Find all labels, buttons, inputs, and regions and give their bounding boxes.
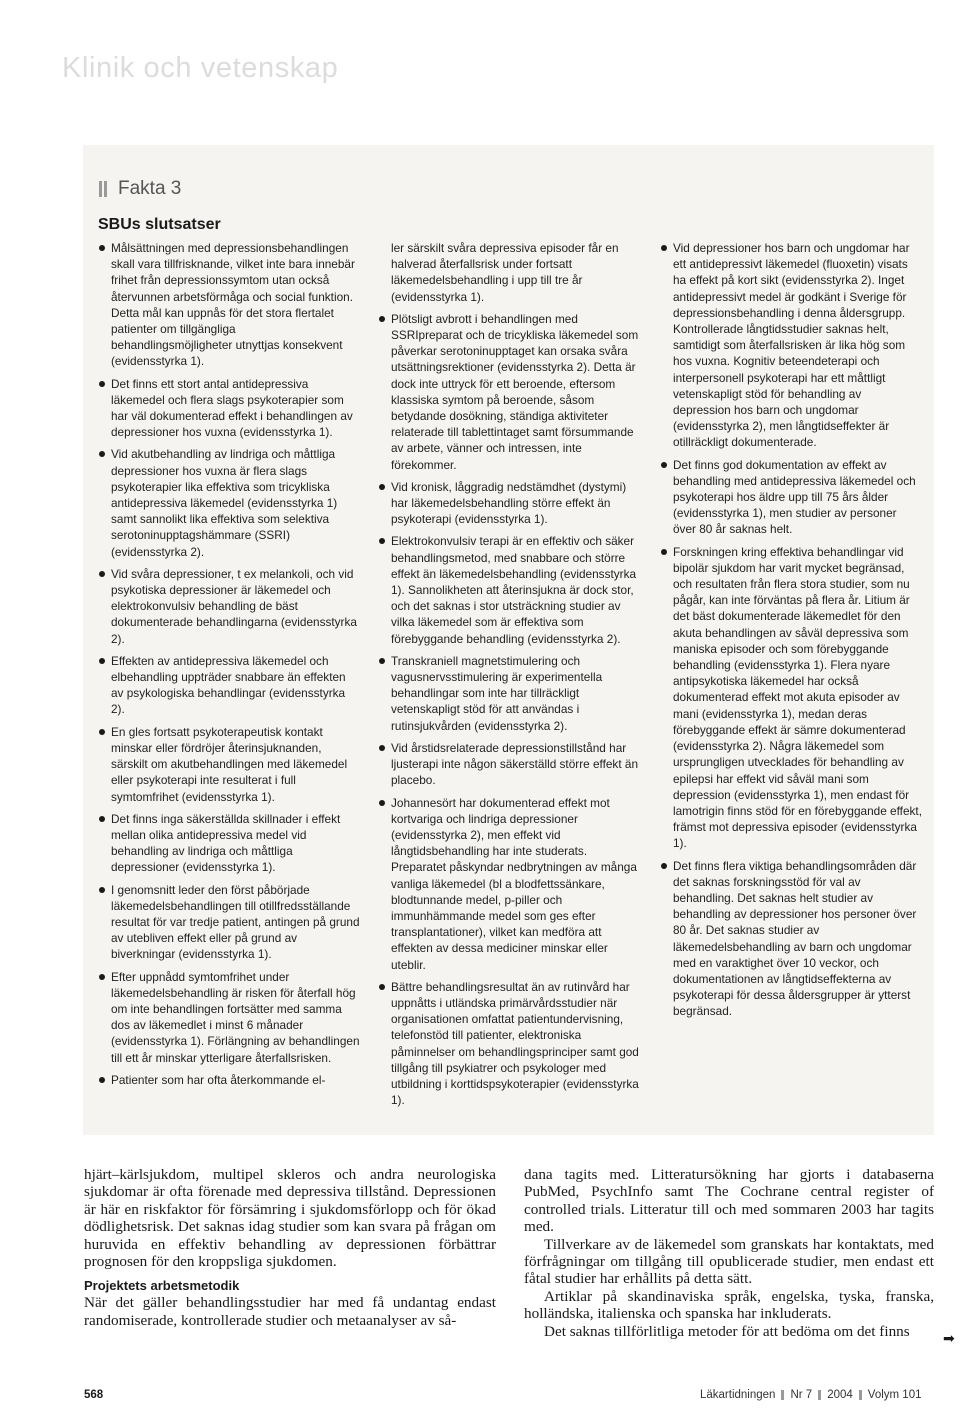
list-item: Det finns god dokumentation av effekt av behandling med antidepressiva läkemedel och psykoterapi hos äldre upp till 75 års ålder (evidensstyrka 1), men studier av personer över 80 år saknas helt. [660, 457, 922, 538]
list-item: I genomsnitt leder den först påbörjade läkemedelsbehandlingen till otillfredsställande resultat för var tredje patient, antingen på grund av utebliven effekt eller på grund av biverkningar (evidensstyrka 1). [98, 882, 360, 963]
fakta-title [98, 178, 181, 200]
separator-icon [859, 1390, 862, 1400]
list-item: Johannesört har dokumenterad effekt mot kortvariga och lindriga depressioner (evidensstyrka 2), men effekt vid långtidsbehandling har inte studerats. Preparatet påskyndar nedbrytningen av många vanliga läkemedel (bl a blodfettssänkare, blodtunnande medel, p-piller och immunhämmande medel som ges efter transplantationer), vilket kan medföra att effekten av dessa mediciner minskar eller uteblir. [378, 795, 640, 973]
fakta-heading: SBUs slutsatser [98, 216, 221, 233]
fakta-column-3 [660, 240, 922, 1026]
body-paragraph: När det gäller behandlingsstudier har med få undantag endast randomiserade, kontrollerade studier och metaanalyser av så- [84, 1294, 496, 1329]
body-column-left [84, 1166, 496, 1337]
list-item: Vid årstidsrelaterade depressionstillstånd har ljusterapi inte någon säkerställd större effekt än placebo. [378, 740, 640, 789]
fakta-column-2 [378, 240, 640, 1114]
body-paragraph: Tillverkare av de läkemedel som granskats har kontaktats, med förfrågningar om tillgång till opublicerade studier, men endast ett fåtal studier har erhållits på detta sätt. [524, 1235, 934, 1288]
journal-footer [700, 1389, 921, 1401]
list-item: Målsättningen med depressionsbehandlingen skall vara tillfrisknande, vilket inte bara innebär frihet från depressionssymtom utan också återvunnen arbetsförmåga och social funktion. Detta mål kan uppnås för det stora flertalet patienter om tillgängliga behandlingsmöjligheter utnyttjas konsekvent (evidensstyrka 1). [98, 240, 360, 370]
arrow-right-icon: ➡ [943, 1330, 955, 1346]
body-paragraph: hjärt–kärlsjukdom, multipel skleros och andra neurologiska sjukdomar är ofta förenade med depressiva tillstånd. Depressionen är här en riskfaktor för försämring i sjukdomsförlopp och för ökad dödlighetsrisk. Det saknas idag studier som kan svara på frågan om huruvida en effektiv behandling av depressionen förbättrar prognosen för den kroppsliga sjukdomen. [84, 1166, 496, 1271]
separator-icon [781, 1390, 784, 1400]
list-item-continuation: ler särskilt svåra depressiva episoder får en halverad återfallsrisk under fortsatt läkemedelsbehandling i upp till tre år (evidensstyrka 1). [391, 241, 619, 304]
list-item: Vid svåra depressioner, t ex melankoli, och vid psykotiska depressioner är läkemedel och elektrokonvulsiv behandling de bäst dokumenterade behandlingarna (evidensstyrka 2). [98, 566, 360, 647]
journal-issue: Nr 7 [790, 1389, 813, 1401]
double-bar-icon [98, 181, 109, 197]
body-paragraph: Artiklar på skandinaviska språk, engelska, tyska, franska, holländska, italienska och spanska har inkluderats. [524, 1287, 934, 1323]
list-item: Det finns ett stort antal antidepressiva läkemedel och flera slags psykoterapier som har väl dokumenterad effekt i behandlingen av depressioner hos vuxna (evidensstyrka 1). [98, 376, 360, 441]
body-paragraph: dana tagits med. Litteratursökning har gjorts i databaserna PubMed, PsychInfo samt The Cochrane central register of controlled trials. Litteratur till och med sommaren 2003 har tagits med. [524, 1166, 934, 1236]
list-item: En gles fortsatt psykoterapeutisk kontakt minskar eller fördröjer återinsjuknanden, särskilt om akutbehandlingen med läkemedel eller psykoterapi inte resulterat i full symtomfrihet (evidensstyrka 1). [98, 724, 360, 805]
list-item: Forskningen kring effektiva behandlingar vid bipolär sjukdom har varit mycket begränsad, och resultaten från flera stora studier, som nu pågår, kan inte förväntas på flera år. Litium är det bäst dokumenterade läkemedlet för den akuta behandlingen av såväl depressiva som maniska episoder och som förebyggande behandling (evidensstyrka 1). Flera nyare antipsykotiska läkemedel har också dokumenterad effekt mot akuta episoder av mani (evidensstyrka 1), medan deras förebyggande effekt är sämre dokumenterad (evidensstyrka 2). Några läkemedel som ursprungligen utvecklades för behandling av epilepsi har effekt vid såväl mani som depression (evidensstyrka 1), men endast för lamotrigin finns stöd för en förebyggande effekt, främst mot depressiva episoder (evidensstyrka 1). [660, 544, 922, 852]
body-paragraph: Det saknas tillförlitliga metoder för att bedöma om det finns [544, 1322, 910, 1340]
fakta-column-1 [98, 240, 360, 1094]
fakta-title-text: Fakta 3 [118, 178, 182, 199]
page-number: 568 [84, 1389, 104, 1401]
journal-name: Läkartidningen [700, 1389, 776, 1401]
body-column-right [524, 1166, 934, 1340]
list-item: Elektrokonvulsiv terapi är en effektiv och säker behandlingsmetod, med snabbare och större effekt än läkemedelsbehandling (evidensstyrka 1). Sannolikheten att återinsjukna är dock stor, och det saknas i stor utsträckning studier av vilka läkemedel som är effektiva som förebyggande behandling (evidensstyrka 2). [378, 533, 640, 646]
journal-volume: Volym 101 [867, 1389, 922, 1401]
list-item: Effekten av antidepressiva läkemedel och elbehandling uppträder snabbare än effekten av psykologiska behandlingar (evidensstyrka 2). [98, 653, 360, 718]
list-item: Bättre behandlingsresultat än av rutinvård har uppnåtts i utländska primärvårdsstudier när organisationen omfattat patientundervisning, telefonstöd till patienter, elektroniska påminnelser om behandlingsprinciper samt god tillgång till psykiatrer och psykologer med utbildning i korttidspsykoterapier (evidensstyrka 1). [378, 979, 640, 1109]
list-item: Det finns flera viktiga behandlingsområden där det saknas forskningsstöd för val av behandling. Det saknas helt studier av behandling av depressioner hos personer över 80 år. Det saknas studier av läkemedelsbehandling av barn och ungdomar med en varaktighet över 10 veckor, och dokumentationen av långtidseffekterna av psykoterapi för dessa åldersgrupper är ytterst begränsad. [660, 858, 922, 1020]
journal-year: 2004 [827, 1389, 853, 1401]
section-heading: Klinik och vetenskap [62, 52, 339, 84]
list-item: Efter uppnådd symtomfrihet under läkemedelsbehandling är risken för återfall hög om inte behandlingen fortsätter med samma dos av läkemedlet i minst 6 månader (evidensstyrka 1). Förlängning av behandlingen till ett år minskar ytterligare återfallsrisken. [98, 969, 360, 1066]
separator-icon [818, 1390, 821, 1400]
list-item: Vid depressioner hos barn och ungdomar har ett antidepressivt läkemedel (fluoxetin) visats ha effekt på kort sikt (evidensstyrka 2). Inget antidepressivt medel är godkänt i Sverige för depressionsbehandling i denna åldersgrupp. Kontrollerade långtidsstudier saknas helt, samtidigt som återfallsrisken är lika hög som hos vuxna. Kognitiv beteendeterapi och interpersonell psykoterapi har ett måttligt vetenskapligt stöd för behandling av depression hos barn och ungdomar (evidensstyrka 2), men långtidseffekter är otillräckligt dokumenterade. [660, 240, 922, 451]
list-item: Det finns inga säkerställda skillnader i effekt mellan olika antidepressiva medel vid behandling av lindriga och måttliga depressioner (evidensstyrka 1). [98, 811, 360, 876]
list-item: Vid kronisk, låggradig nedstämdhet (dystymi) har läkemedelsbehandling större effekt än psykoterapi (evidensstyrka 1). [378, 479, 640, 528]
list-item: Patienter som har ofta återkommande el- [98, 1072, 360, 1088]
list-item: Transkraniell magnetstimulering och vagusnervsstimulering är experimentella behandlingar som inte har tillräckligt vetenskapligt stöd för att användas i rutinsjukvården (evidensstyrka 2). [378, 653, 640, 734]
section-subheading: Projektets arbetsmetodik [84, 1278, 240, 1294]
list-item: Plötsligt avbrott i behandlingen med SSRIpreparat och de tricykliska läkemedel som påverkar serotoninupptaget kan orsaka svåra utsättningsrektioner (evidensstyrka 2). Detta är dock inte uttryck för ett beroende, eftersom klassiska symtom på beroende, såsom betydande dosökning, ständiga aktiviteter relaterade till tablettintaget samt försummande av arbete, vänner och intressen, inte förekommer. [378, 311, 640, 473]
list-item: Vid akutbehandling av lindriga och måttliga depressioner hos vuxna är flera slags psykoterapier lika effektiva som tricykliska antidepressiva läkemedel (evidensstyrka 1) samt sannolikt lika effektiva som selektiva serotoninupptagshämmare (SSRI) (evidensstyrka 2). [98, 446, 360, 559]
